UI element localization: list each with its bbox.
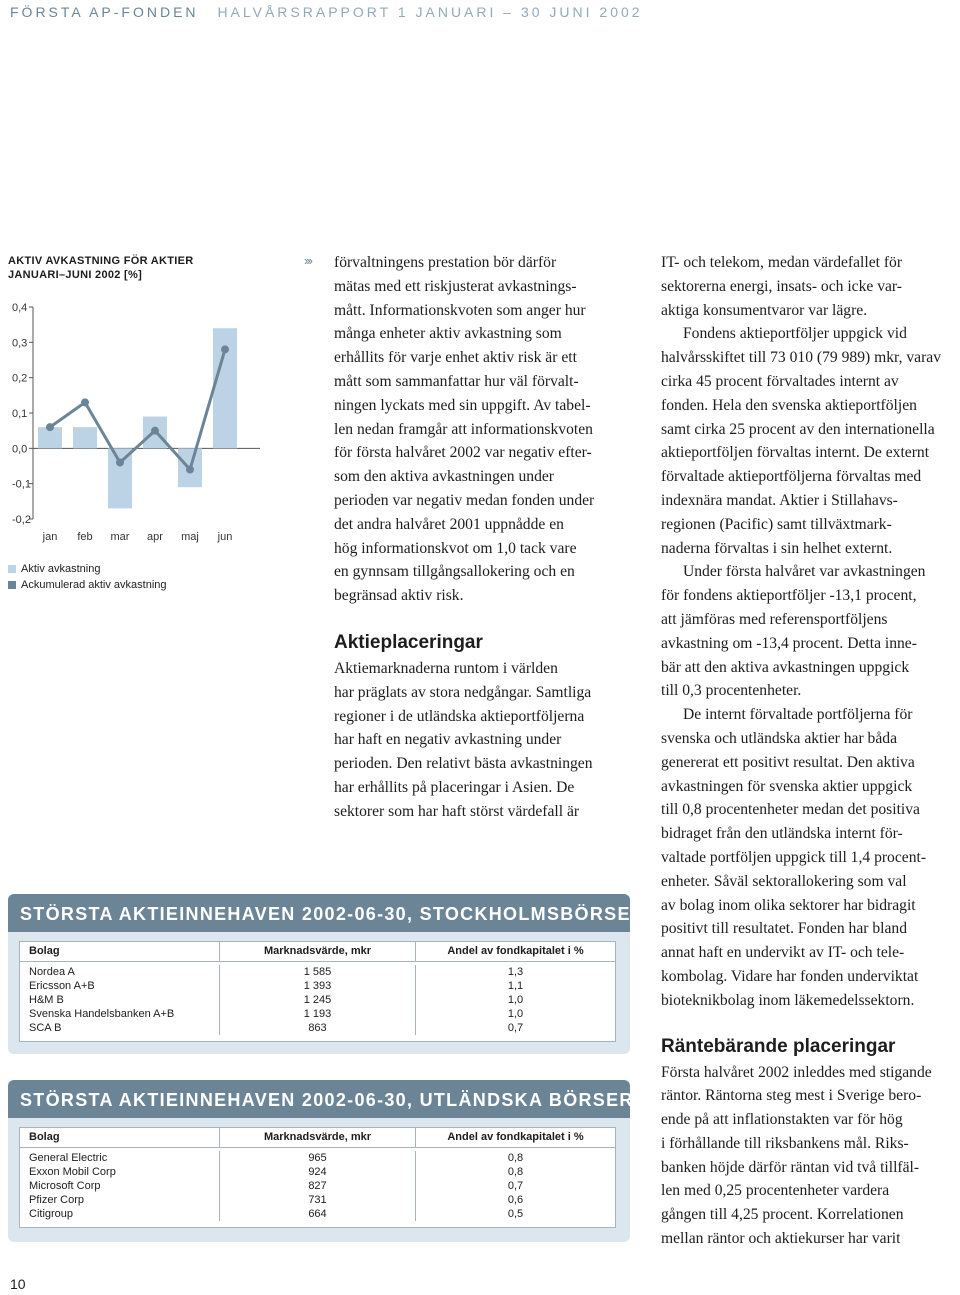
table-row: [20, 1207, 615, 1221]
header-andel: Andel av fondkapitalet i %: [447, 945, 584, 957]
text-line: avkastning om -13,4 procent. Detta inne-: [661, 634, 917, 652]
cell-company: H&M B: [20, 993, 220, 1007]
chart-title-line2: JANUARI–JUNI 2002 [%]: [8, 269, 143, 281]
chart-legend: [8, 561, 167, 593]
table-row: [20, 993, 615, 1007]
text-line: bidraget från den utländska internt för-: [661, 825, 903, 843]
heading-aktieplaceringar: Aktieplaceringar: [334, 631, 483, 653]
text-line: samt cirka 25 procent av den internationella: [661, 420, 935, 438]
text-line: ningen lyckats med sin uppgift. Av tabel-: [334, 396, 591, 414]
cell-company: Ericsson A+B: [20, 979, 220, 993]
table-row: [20, 1151, 615, 1165]
text-line: ende på att inflationstakten var för hög: [661, 1111, 903, 1129]
text-line: regionen (Pacific) samt tillväxtmark-: [661, 515, 892, 533]
y-tick-label: 0,1: [12, 408, 28, 420]
table-foreign: [8, 1080, 634, 1242]
text-line: för fondens aktieportföljer -13,1 procent,: [661, 587, 917, 605]
text-line: Fondens aktieportföljer uppgick vid: [683, 325, 907, 343]
text-line: bär att den aktiva avkastningen uppgick: [661, 658, 910, 676]
cell-market-value: 1 393: [220, 979, 416, 993]
x-tick-label: jun: [217, 531, 233, 543]
right-paragraph-5: [661, 1061, 941, 1251]
header-marknadsvarde: Marknadsvärde, mkr: [220, 942, 416, 961]
cell-market-value: 1 193: [220, 1007, 416, 1021]
text-line: kombolag. Vidare har fonden underviktat: [661, 967, 919, 985]
text-line: begränsad aktiv risk.: [334, 587, 464, 605]
table-foreign-title: STÖRSTA AKTIEINNEHAVEN 2002-06-30, UTLÄNDSKA BÖRSER: [8, 1080, 630, 1118]
text-line: avkastningen för svenska aktier uppgick: [661, 777, 913, 795]
text-line: sektorer som har haft störst värdefall är: [334, 802, 580, 820]
cell-share: 0,8: [507, 1166, 524, 1178]
header-marknadsvarde: Marknadsvärde, mkr: [220, 1128, 416, 1147]
table-row: [20, 1179, 615, 1193]
text-line: att jämföras med referensportföljens: [661, 610, 888, 628]
header-bolag: Bolag: [20, 1128, 220, 1147]
cell-market-value: 1 585: [220, 965, 416, 979]
text-line: har präglats av stora nedgångar. Samtliga: [334, 683, 592, 701]
cell-market-value: 827: [220, 1179, 416, 1193]
cell-market-value: 924: [220, 1165, 416, 1179]
point-cumulative-return: [186, 466, 194, 474]
y-tick-label: -0,2: [12, 514, 31, 526]
mid-paragraph-1: [334, 251, 594, 608]
text-line: Första halvåret 2002 inleddes med stigande: [661, 1063, 932, 1081]
table-stockholm-body: [20, 962, 615, 1041]
publication-name: FÖRSTA AP-FONDEN: [10, 4, 199, 20]
table-row: [20, 1021, 615, 1035]
mid-paragraph-2: [334, 657, 594, 824]
cell-company: Exxon Mobil Corp: [20, 1165, 220, 1179]
cell-share: 1,3: [507, 966, 524, 978]
cell-market-value: 1 245: [220, 993, 416, 1007]
right-paragraph-4: [661, 703, 941, 1012]
table-stockholm-grid: [19, 941, 616, 1042]
cell-market-value: 965: [220, 1151, 416, 1165]
header-bolag: Bolag: [20, 942, 220, 961]
text-line: svenska och utländska aktier har båda: [661, 729, 897, 747]
cell-market-value: 863: [220, 1021, 416, 1035]
chart-title-line1: AKTIV AVKASTNING FÖR AKTIER: [8, 255, 194, 267]
text-line: bioteknikbolag inom läkemedelssektorn.: [661, 991, 915, 1009]
right-paragraph-3: [661, 560, 941, 703]
page-number: 10: [10, 1276, 26, 1292]
cell-market-value: 731: [220, 1193, 416, 1207]
text-line: indexnära mandat. Aktier i Stillahavs-: [661, 491, 898, 509]
bar-active-return: [108, 448, 132, 508]
cell-share: 0,8: [507, 1152, 524, 1164]
text-line: många enheter aktiv avkastning som: [334, 325, 562, 343]
cell-share: 0,7: [507, 1022, 524, 1034]
text-line: för första halvåret 2002 var negativ efter-: [334, 444, 592, 462]
text-line: gången till 4,25 procent. Korrelationen: [661, 1206, 904, 1224]
cell-company: Microsoft Corp: [20, 1179, 220, 1193]
table-stockholm-title: STÖRSTA AKTIEINNEHAVEN 2002-06-30, STOCKHOLMSBÖRSEN: [8, 894, 630, 932]
table-row: [20, 1193, 615, 1207]
text-line: räntor. Räntorna steg mest i Sverige bero-: [661, 1087, 922, 1105]
text-line: mätas med ett riskjusterat avkastnings-: [334, 277, 577, 295]
cell-share: 0,6: [507, 1194, 524, 1206]
text-line: en gynnsam tillgångsallokering och en: [334, 563, 575, 581]
bar-active-return: [73, 427, 97, 448]
legend-swatch-active: [8, 565, 16, 573]
table-stockholm: [8, 894, 646, 1054]
text-line: aktieportföljen förvaltas internt. De externt: [661, 444, 930, 462]
text-line: fonden. Hela den svenska aktieportföljen: [661, 396, 917, 414]
y-tick-label: -0,1: [12, 478, 31, 491]
x-tick-label: apr: [147, 531, 163, 543]
x-tick-label: feb: [77, 531, 93, 543]
x-tick-label: maj: [181, 531, 199, 543]
heading-rantebarande: Räntebärande placeringar: [661, 1035, 896, 1057]
cell-company: SCA B: [20, 1021, 220, 1035]
text-line: Aktiemarknaderna runtom i världen: [334, 659, 558, 677]
text-line: naderna förvaltas i sin helhet externt.: [661, 539, 893, 557]
text-line: genererat ett positivt resultat. Den aktiva: [661, 753, 915, 771]
text-line: förvaltningens prestation bör därför: [334, 254, 557, 271]
table-row: [20, 965, 615, 979]
text-line: halvårsskiftet till 73 010 (79 989) mkr, varav: [661, 349, 942, 367]
x-tick-label: jan: [42, 531, 58, 543]
point-cumulative-return: [151, 427, 159, 435]
report-title: HALVÅRSRAPPORT 1 JANUARI – 30 JUNI 2002: [217, 4, 643, 20]
active-return-chart: [0, 290, 260, 550]
text-line: valtade portföljen uppgick till 1,4 procent-: [661, 848, 927, 866]
table-header-row: [20, 942, 615, 962]
right-column: [661, 251, 941, 1251]
legend-label-cumulative: Ackumulerad aktiv avkastning: [21, 579, 167, 591]
header-andel: Andel av fondkapitalet i %: [447, 1131, 584, 1143]
text-line: enheter. Såväl sektorallokering som val: [661, 872, 907, 890]
y-tick-label: 0,4: [12, 302, 28, 314]
text-line: perioden. Den relativt bästa avkastningen: [334, 755, 593, 773]
y-tick-label: 0,3: [12, 337, 28, 350]
cell-share: 0,7: [507, 1180, 524, 1192]
text-line: till 0,8 procentenheter medan det positiva: [661, 801, 920, 819]
right-paragraph-2: [661, 322, 941, 560]
text-line: i förhållande till riksbankens mål. Riks-: [661, 1134, 909, 1152]
text-line: regioner i de utländska aktieportföljerna: [334, 707, 585, 725]
text-line: hög informationskvot om 1,0 tack vare: [334, 539, 577, 557]
text-line: annat haft en undervikt av IT- och tele-: [661, 944, 905, 962]
table-row: [20, 979, 615, 993]
text-line: förvaltade aktieportföljerna förvaltas med: [661, 468, 922, 486]
y-tick-label: 0,2: [12, 372, 28, 385]
y-tick-label: 0,0: [12, 443, 28, 456]
text-line: har haft en negativ avkastning under: [334, 731, 562, 749]
point-cumulative-return: [221, 345, 229, 353]
cell-company: Pfizer Corp: [20, 1193, 220, 1207]
text-line: Under första halvåret var avkastningen: [683, 563, 926, 581]
text-line: cirka 45 procent förvaltades internt av: [661, 372, 899, 390]
right-paragraph-1: [661, 251, 941, 322]
cell-company: General Electric: [20, 1151, 220, 1165]
cell-share: 1,1: [507, 980, 524, 992]
text-line: banken höjde därför räntan vid två tillfäl-: [661, 1158, 920, 1176]
text-line: till 0,3 procentenheter.: [661, 682, 802, 700]
continuation-arrow-icon: ›››: [304, 253, 311, 268]
point-cumulative-return: [116, 458, 124, 466]
text-line: erhållits för varje enhet aktiv risk är ett: [334, 349, 577, 367]
text-line: De internt förvaltade portföljerna för: [683, 706, 913, 724]
text-line: av bolag inom olika sektorer har bidragit: [661, 896, 916, 914]
table-foreign-grid: [19, 1127, 616, 1228]
text-line: sektorerna energi, insats- och icke var-: [661, 277, 903, 295]
table-foreign-body: [20, 1148, 615, 1227]
text-line: len med 0,25 procentenheter vardera: [661, 1182, 890, 1200]
text-line: mått. Informationskvoten som anger hur: [334, 301, 586, 319]
legend-item-cumulative: [8, 577, 167, 593]
legend-item-active: [8, 561, 167, 577]
cell-company: Citigroup: [20, 1207, 220, 1221]
chart-title: [8, 254, 194, 282]
legend-label-active: Aktiv avkastning: [21, 563, 101, 575]
table-row: [20, 1165, 615, 1179]
text-line: len nedan framgår att informationskvoten: [334, 420, 593, 438]
x-tick-label: mar: [110, 531, 130, 543]
text-line: IT- och telekom, medan värdefallet för: [661, 254, 903, 271]
text-line: perioden var negativ medan fonden under: [334, 491, 595, 509]
text-line: som den aktiva avkastningen under: [334, 468, 554, 486]
text-line: aktiga konsumentvaror var lägre.: [661, 301, 868, 319]
point-cumulative-return: [46, 423, 54, 431]
cell-share: 1,0: [507, 994, 524, 1006]
text-line: det andra halvåret 2001 uppnådde en: [334, 515, 564, 533]
cell-company: Svenska Handelsbanken A+B: [20, 1007, 220, 1021]
legend-swatch-cumulative: [8, 581, 16, 589]
page-header: [10, 4, 643, 20]
table-header-row: [20, 1128, 615, 1148]
table-row: [20, 1007, 615, 1021]
text-line: mellan räntor och aktiekurser har varit: [661, 1230, 901, 1248]
cell-company: Nordea A: [20, 965, 220, 979]
text-line: mått som sammanfattar hur väl förvalt-: [334, 372, 579, 390]
cell-share: 1,0: [507, 1008, 524, 1020]
middle-column: [334, 251, 594, 824]
point-cumulative-return: [81, 398, 89, 406]
text-line: har erhållits på placeringar i Asien. De: [334, 778, 575, 796]
text-line: positivt till resultatet. Fonden har bland: [661, 920, 907, 938]
cell-market-value: 664: [220, 1207, 416, 1221]
cell-share: 0,5: [507, 1208, 524, 1220]
